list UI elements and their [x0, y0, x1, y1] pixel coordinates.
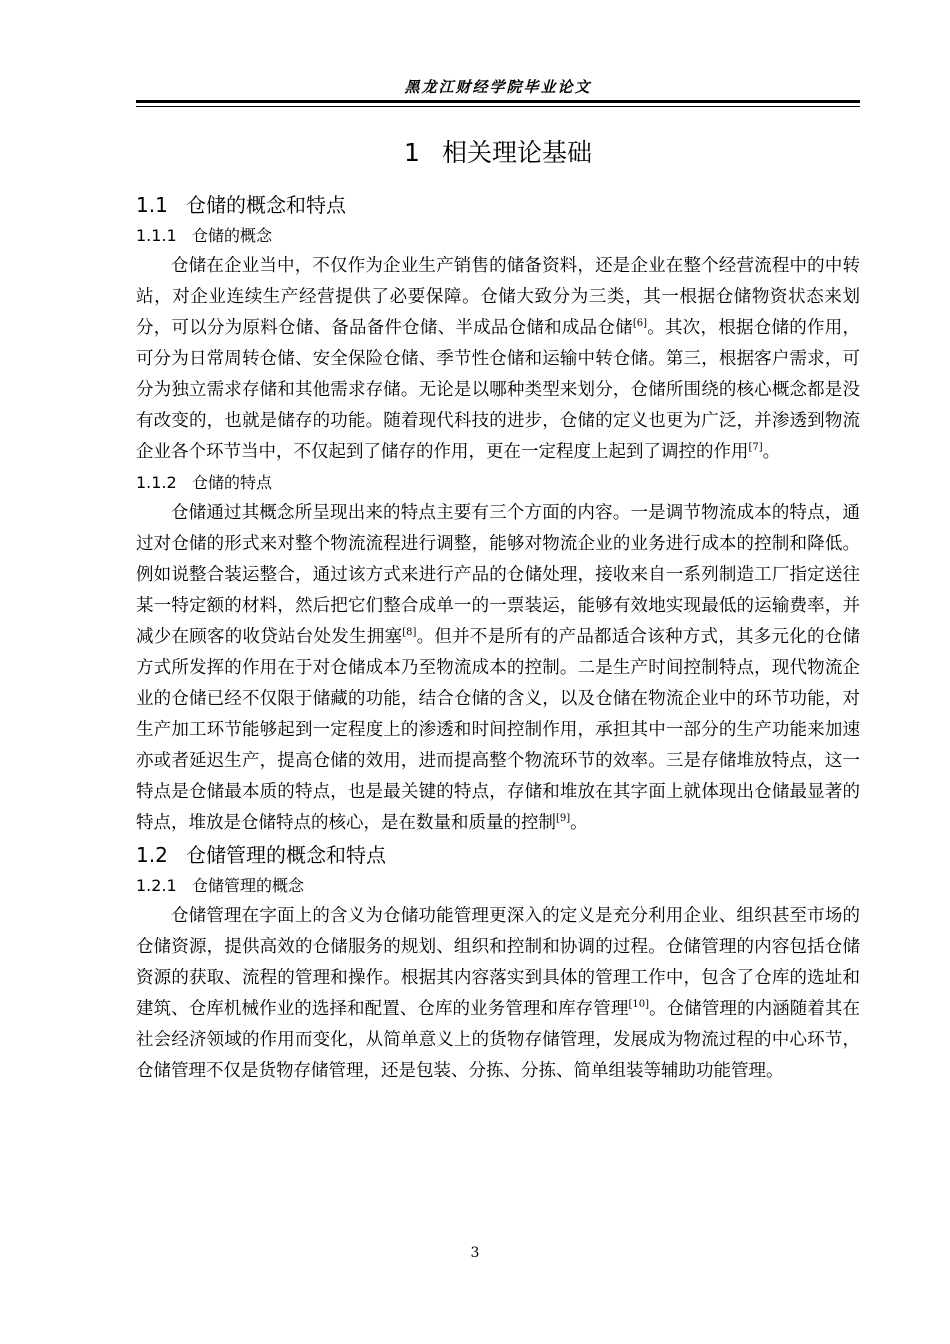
section-title: 仓储管理的概念和特点: [186, 843, 386, 867]
section-number: 1.1: [136, 193, 168, 217]
page-content: [136, 130, 860, 1087]
subsection-title: 仓储管理的概念: [192, 876, 305, 895]
citation: [9]: [556, 813, 571, 824]
subsection-heading-1-1-2: [136, 468, 860, 498]
header-rule-thin: [136, 106, 860, 107]
citation: [10]: [628, 999, 649, 1010]
subsection-number: 1.2.1: [136, 876, 177, 895]
paragraph-text: 仓储管理在字面上的含义为仓储功能管理更深入的定义是充分利用企业、组织甚至市场的仓储资源，提供高效的仓储服务的规划、组织和控制和协调的过程。仓储管理的内容包括仓储资源的获取、流程的管理和操作。根据其内容落实到具体的管理工作中，包含了仓库的选址和建筑、仓库机械作业的选择和配置、仓库的业务管理和库存管理: [136, 906, 860, 1019]
subsection-heading-1-2-1: [136, 871, 860, 901]
subsection-title: 仓储的特点: [192, 473, 273, 492]
running-header: 黑龙江财经学院毕业论文: [404, 78, 592, 96]
paragraph-text: 。: [762, 442, 781, 462]
paragraph-1-2-1: [136, 901, 860, 1087]
section-heading-1-1: [136, 189, 860, 221]
paragraph-text: 。: [570, 813, 588, 833]
paragraph-1-1-2: [136, 498, 860, 839]
chapter-title-text: 相关理论基础: [441, 138, 592, 167]
header-rule-thick: [136, 100, 860, 103]
paragraph-text: 仓储通过其概念所呈现出来的特点主要有三个方面的内容。一是调节物流成本的特点，通过对仓储的形式来对整个物流流程进行调整，能够对物流企业的业务进行成本的控制和降低。例如说整合装运整合，通过该方式来进行产品的仓储处理，接收来自一系列制造工厂指定送往某一特定额的材料，然后把它们整合成单一的一票装运，能够有效地实现最低的运输费率，并减少在顾客的收贷站台处发生拥塞: [136, 503, 860, 647]
paragraph-text: 。仓储管理的内涵随着其在社会经济领域的作用而变化，从简单意义上的货物存储管理，发展成为物流过程的中心环节，仓储管理不仅是货物存储管理，还是包装、分拣、分拣、简单组装等辅助功能管理。: [136, 999, 861, 1081]
subsection-title: 仓储的概念: [192, 226, 273, 245]
section-title: 仓储的概念和特点: [186, 193, 346, 217]
citation: [6]: [632, 318, 648, 329]
subsection-number: 1.1.1: [136, 226, 177, 245]
paragraph-text: 。其次，根据仓储的作用，可分为日常周转仓储、安全保险仓储、季节性仓储和运输中转仓储。第三，根据客户需求，可分为独立需求存储和其他需求存储。无论是以哪种类型来划分，仓储所围绕的核心概念都是没有改变的，也就是储存的功能。随着现代科技的进步，仓储的定义也更为广泛，并渗透到物流企业各个环节当中，不仅起到了储存的作用，更在一定程度上起到了调控的作用: [136, 318, 861, 462]
subsection-number: 1.1.2: [136, 473, 177, 492]
paragraph-text: 仓储在企业当中，不仅作为企业生产销售的储备资料，还是企业在整个经营流程中的中转站，对企业连续生产经营提供了必要保障。仓储大致分为三类，其一根据仓储物资状态来划分，可以分为原料仓储、备品备件仓储、半成品仓储和成品仓储: [136, 256, 860, 338]
section-heading-1-2: [136, 839, 860, 871]
paragraph-1-1-1: [136, 251, 860, 468]
page-number: 3: [470, 1245, 480, 1261]
paragraph-text: 。但并不是所有的产品都适合该种方式，其多元化的仓储方式所发挥的作用在于对仓储成本乃至物流成本的控制。二是生产时间控制特点，现代物流企业的仓储已经不仅限于储藏的功能，结合仓储的含义，以及仓储在物流企业中的环节功能，对生产加工环节能够起到一定程度上的渗透和时间控制作用，承担其中一部分的生产功能来加速亦或者延迟生产，提高仓储的效用，进而提高整个物流环节的效率。三是存储堆放特点，这一特点是仓储最本质的特点，也是最关键的特点，存储和堆放在其字面上就体现出仓储最显著的特点，堆放是仓储特点的核心，是在数量和质量的控制: [136, 627, 861, 833]
section-number: 1.2: [136, 843, 168, 867]
subsection-heading-1-1-1: [136, 221, 860, 251]
citation: [8]: [402, 627, 417, 638]
chapter-number: 1: [404, 138, 420, 167]
chapter-title: [136, 135, 860, 171]
citation: [7]: [748, 442, 763, 453]
